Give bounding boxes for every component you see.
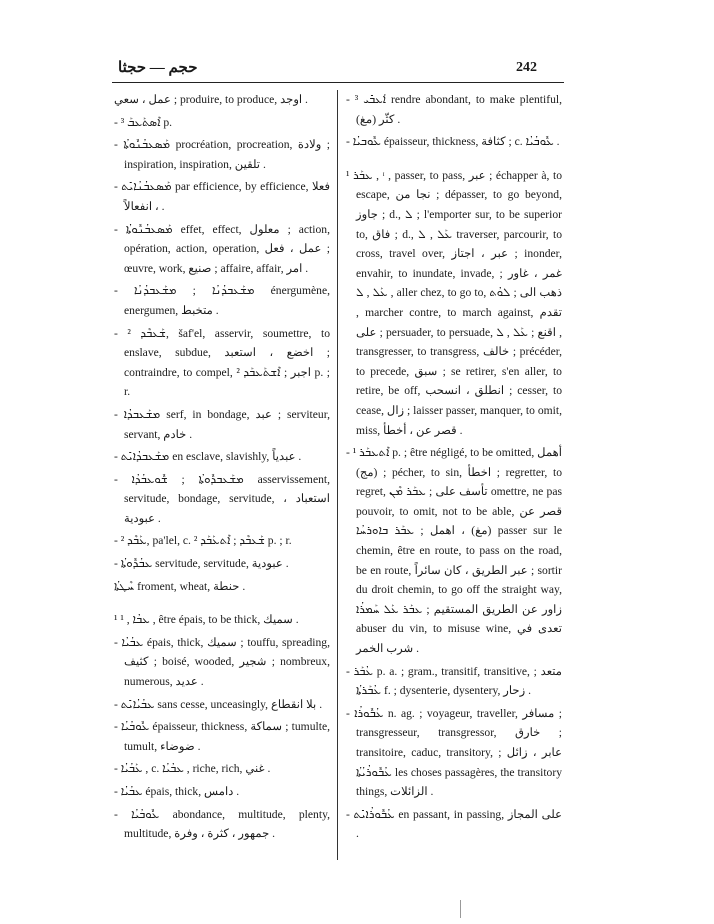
dictionary-entry-headword: ¹ ܥܒܰܪ , ᶦ , passer, to pass, عبر ; échapper à, to escape, نجا من ; dépasser, to go beyond, جاوز ; d., ܠ ; l'emporter sur, to be superior to, فاق ; d., ܥܰܠ , ܠ traverser, parcourir, to cross, travel over, عبر ، اجتاز ; inonder, envahir, to inundate, invade, غمر ، غاور ; ܥܰܠ , ܠ , aller chez, to go to, ذهب الى ; ܠܘܳܬ , marcher contre, to march against, تقدم على ; persuader, to persuade, اقنع ; ܥܰܠ , ܠ , transgresser, to transgress, خالف ; précéder, to precede, سبق ; se retirer, s'en aller, to retire, be off, انطلق ، انسحب ; cesser, to cease, زال ; laisser passer, manquer, to omit, miss, قصر عن ، أخطأ . xyxy=(346,168,563,437)
header-rule xyxy=(112,82,564,83)
page-bottom-mark xyxy=(460,900,461,918)
dictionary-entry: - ܥܳܒܽܘܪܳܐܝܺܬ en passant, in passing, على المجاز . xyxy=(346,807,562,841)
dictionary-entry: - ܥܳܒܰܪ p. a. ; gram., transitif, transitive, متعد ; ܥܳܒܰܪܬܳܐ f. ; dysenterie, dysentery, زحار . xyxy=(346,664,562,698)
dictionary-entry: - ܥܒܳܝܳܐܝܺܬ sans cesse, unceasingly, بلا انقطاع . xyxy=(114,697,323,711)
dictionary-entry: - ܐܶܣܬܰܥܒܰ ³ p. xyxy=(114,115,173,129)
running-head: حجم — حجثا xyxy=(118,60,198,76)
page-header xyxy=(0,58,714,82)
dictionary-entry: - ܐܶܬܥܒܰܪ ¹ p. ; être négligé, to be omitted, أهمل (مج) ; pécher, to sin, اخطأ ; regretter, to regret, تأسف على ; ܥܒܰܪ ܡܶܢ omettre, ne pas pouvoir, to omit, not to be able, قصر عن (مغ) ، اهمل ; ܥܒܰܪ ܒܐܘܪܚܳܐ passer sur le chemin, être en route, to pass on the road, be en route, عبر الطريق ، كان سائراً ; sortir du droit chemin, to go off the straight way, زاور عن الطريق المستقيم ; ܥܒܰܪ ܥܰܠ ܚܰܡܪܳܐ abuser du vin, to misuse wine, تعدى في شرب الخمر . xyxy=(346,446,562,656)
dictionary-entry: عمل ، سعي ; produire, to produce, اوجد . xyxy=(114,93,308,106)
page-number: 242 xyxy=(516,60,537,75)
dictionary-entry: - ܡܫܰܥܒܕܳܢܳܐ ; ܡܫܰܥܒܕܳܢܳܐ énergumène, energumen, متخبط . xyxy=(114,284,330,317)
dictionary-entry: - ܫܰܥܒܶܕ ², šaf'el, asservir, soumettre, to enslave, subdue, اخضع ، استعبد ; contraindre, to compel, اجبر ; ܐܶܫܬܰܥܒܰܕ ² p. ; r. xyxy=(114,326,330,399)
dictionary-entry: - ܥܰܒܶܕ ², pa'lel, c. ܫܰܥܒܶܕ ; ܐܶܬܥܰܒܰܕ ² p. ; r. xyxy=(114,534,292,548)
dictionary-entry: - ܥܽܘܒܝܳܐ épaisseur, thickness, كثافة ; c. ܥܽܘܒܳܝܳܐ . xyxy=(346,135,560,149)
dictionary-entry: - ܥܳܒܽܘܪܳܐ n. ag. ; voyageur, traveller, مسافر ; transgresseur, transgressor, خارق ; transitoire, caduc, transitory, عابر ، زائل ; ܥܳܒܽܘܪܳܝܳܬܳܐ les choses passagères, the transitory things, الزائلات . xyxy=(346,706,563,799)
dictionary-entry: - ܡܰܣܥܒܳܢܳܐܝܺܬ par efficience, by efficience, فعلا ، انفعالاً . xyxy=(114,180,330,213)
dictionary-entry: - ܡܰܣܥܒܳܢܽܘܬܳܐ effet, effect, معلول ; action, opération, action, operation, عمل ، فعل ; œuvre, work, صنيع ; affaire, affair, امر . xyxy=(114,222,330,275)
dictionary-entry: - ܡܫܰܥܒܕܳܐܝܺܬ en esclave, slavishly, عبدياً . xyxy=(114,450,302,464)
dictionary-entry: - ܡܫܰܥܒܕܳܐ serf, in bondage, عبد ; serviteur, servant, خادم . xyxy=(114,407,330,441)
dictionary-entry: - ܥܒܳܝܳܐ épais, thick, دامس . xyxy=(114,785,240,798)
right-column xyxy=(346,90,562,847)
left-column xyxy=(114,90,330,847)
dictionary-entry: - ܥܽܘܒܳܝܳܐ épaisseur, thickness, سماكة ; tumulte, tumult, ضوضاء . xyxy=(114,720,330,753)
dictionary-entry-headword: ¹ ܥܒܳܐ , ¹ , être épais, to be thick, سميك . xyxy=(114,613,299,627)
dictionary-entry: - ܥܒܳܝܳܐ épais, thick, سميك ; touffu, spreading, كثيف ; boisé, wooded, شجير ; nombreux, numerous, عديد . xyxy=(114,635,330,689)
dictionary-entry: - ܡܰܣܥܒܳܢܽܘܬܳܐ procréation, procreation, ولادة ; inspiration, inspiration, تلقين . xyxy=(114,138,331,171)
dictionary-entry: - ܐܰܥܒܺܝ ³ rendre abondant, to make plentiful, كثّر (مغ) . xyxy=(346,93,562,126)
dictionary-entry: - ܥܽܘܒܳܝܳܐ abondance, multitude, plenty, multitude, جمهور ، كثرة ، وفرة . xyxy=(114,807,331,841)
dictionary-entry: ܚܶܛܬܳܐ froment, wheat, حنطة . xyxy=(114,579,246,593)
dictionary-entry: - ܡܫܰܥܒܕܽܘܬܳܐ ; ܫܽܘܥܒܳܕܳܐ asservissement, servitude, bondage, servitude, استعباد ، عبودية . xyxy=(114,472,331,525)
column-divider xyxy=(337,90,338,860)
dictionary-entry: - ܥܒܳܕܽܘܬܳܐ servitude, servitude, عبودية . xyxy=(114,557,289,571)
dictionary-entry: - ܥܰܒܳܝܳܐ , c. ܥܒܳܝܳܐ , riche, rich, غني . xyxy=(114,762,271,776)
